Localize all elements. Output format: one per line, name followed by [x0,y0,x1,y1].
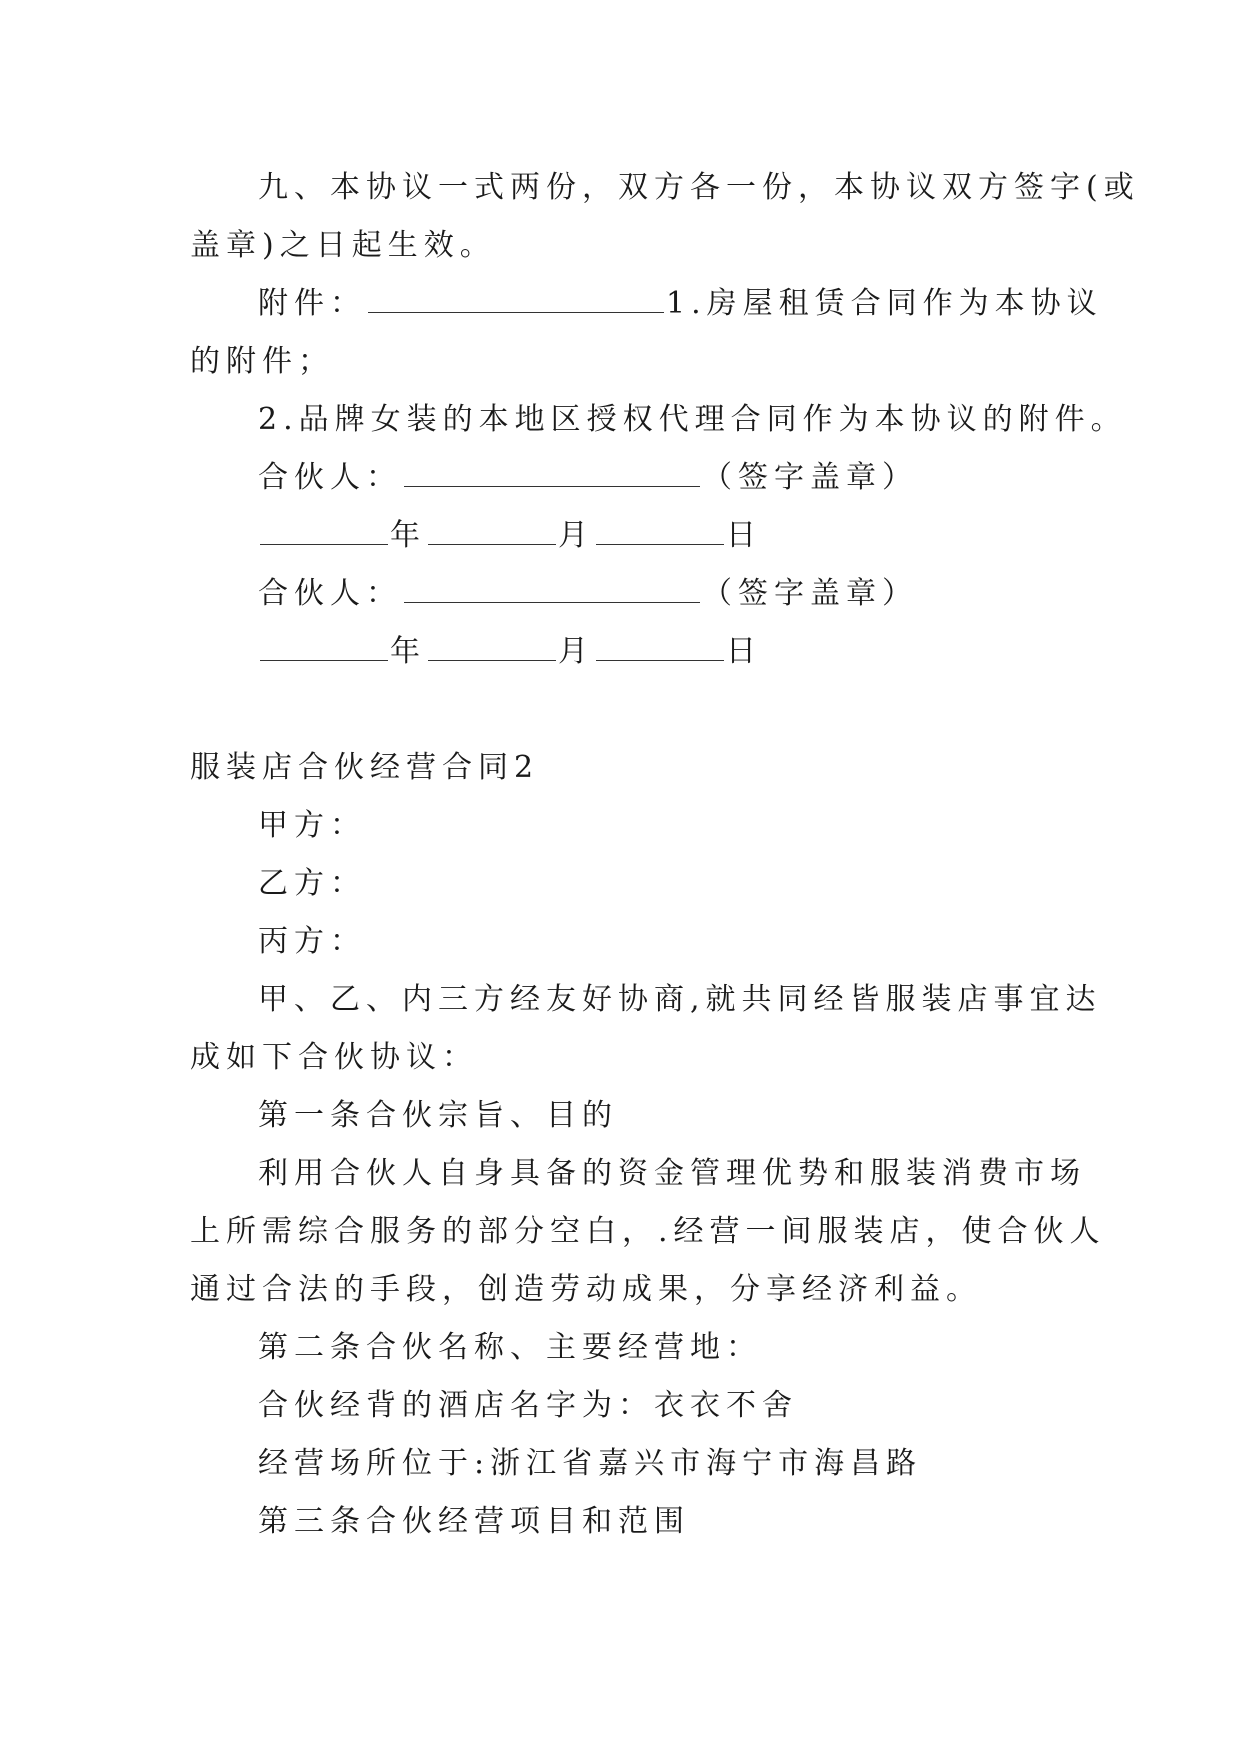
attachment-item-1-cont: 的附件； [190,344,334,379]
article-1-line-2: 上所需综合服务的部分空白，.经营一间服装店，使合伙人 [190,1214,1106,1249]
party-c: 丙方： [258,924,366,959]
attachment-item-1: 1.房屋租赁合同作为本协议 [666,286,1103,321]
year-blank [260,516,388,545]
clause-9-line-1: 九、本协议一式两份，双方各一份，本协议双方签字(或 [258,170,1140,205]
signature-blank [404,574,700,603]
article-2-location: 经营场所位于:浙江省嘉兴市海宁市海昌路 [258,1446,923,1481]
attachment-label: 附件： [258,286,366,321]
year-blank [260,632,388,661]
month-blank [428,516,556,545]
contract-title: 服装店合伙经营合同2 [190,750,540,785]
article-2-name: 合伙经背的酒店名字为：衣衣不舍 [258,1388,798,1423]
party-a: 甲方： [258,808,366,843]
intro-line-1: 甲、乙、内三方经友好协商,就共同经皆服装店事宜达 [258,982,1102,1017]
clause-9-line-2: 盖章)之日起生效。 [190,228,496,263]
sign-note: （签字盖章） [702,576,918,611]
article-1-line-3: 通过合法的手段，创造劳动成果，分享经济利益。 [190,1272,982,1307]
signature-blank [404,458,700,487]
article-3-title: 第三条合伙经营项目和范围 [258,1504,690,1539]
day-blank [596,516,724,545]
article-2-title: 第二条合伙名称、主要经营地： [258,1330,762,1365]
attachment-blank [368,284,664,313]
intro-line-2: 成如下合伙协议： [190,1040,478,1075]
party-b: 乙方： [258,866,366,901]
partner-label: 合伙人： [258,460,402,495]
date-line-1 [258,516,762,556]
article-1-title: 第一条合伙宗旨、目的 [258,1098,618,1133]
date-line-2 [258,632,762,672]
attachment-item-2: 2.品牌女装的本地区授权代理合同作为本协议的附件。 [258,402,1127,437]
year-label: 年 [390,518,426,553]
partner-signature-2 [258,574,918,614]
month-blank [428,632,556,661]
day-blank [596,632,724,661]
partner-label: 合伙人： [258,576,402,611]
attachment-line [258,284,1103,324]
sign-note: （签字盖章） [702,460,918,495]
article-1-line-1: 利用合伙人自身具备的资金管理优势和服装消费市场 [258,1156,1086,1191]
day-label: 日 [726,634,762,669]
day-label: 日 [726,518,762,553]
month-label: 月 [558,634,594,669]
partner-signature-1 [258,458,918,498]
month-label: 月 [558,518,594,553]
year-label: 年 [390,634,426,669]
